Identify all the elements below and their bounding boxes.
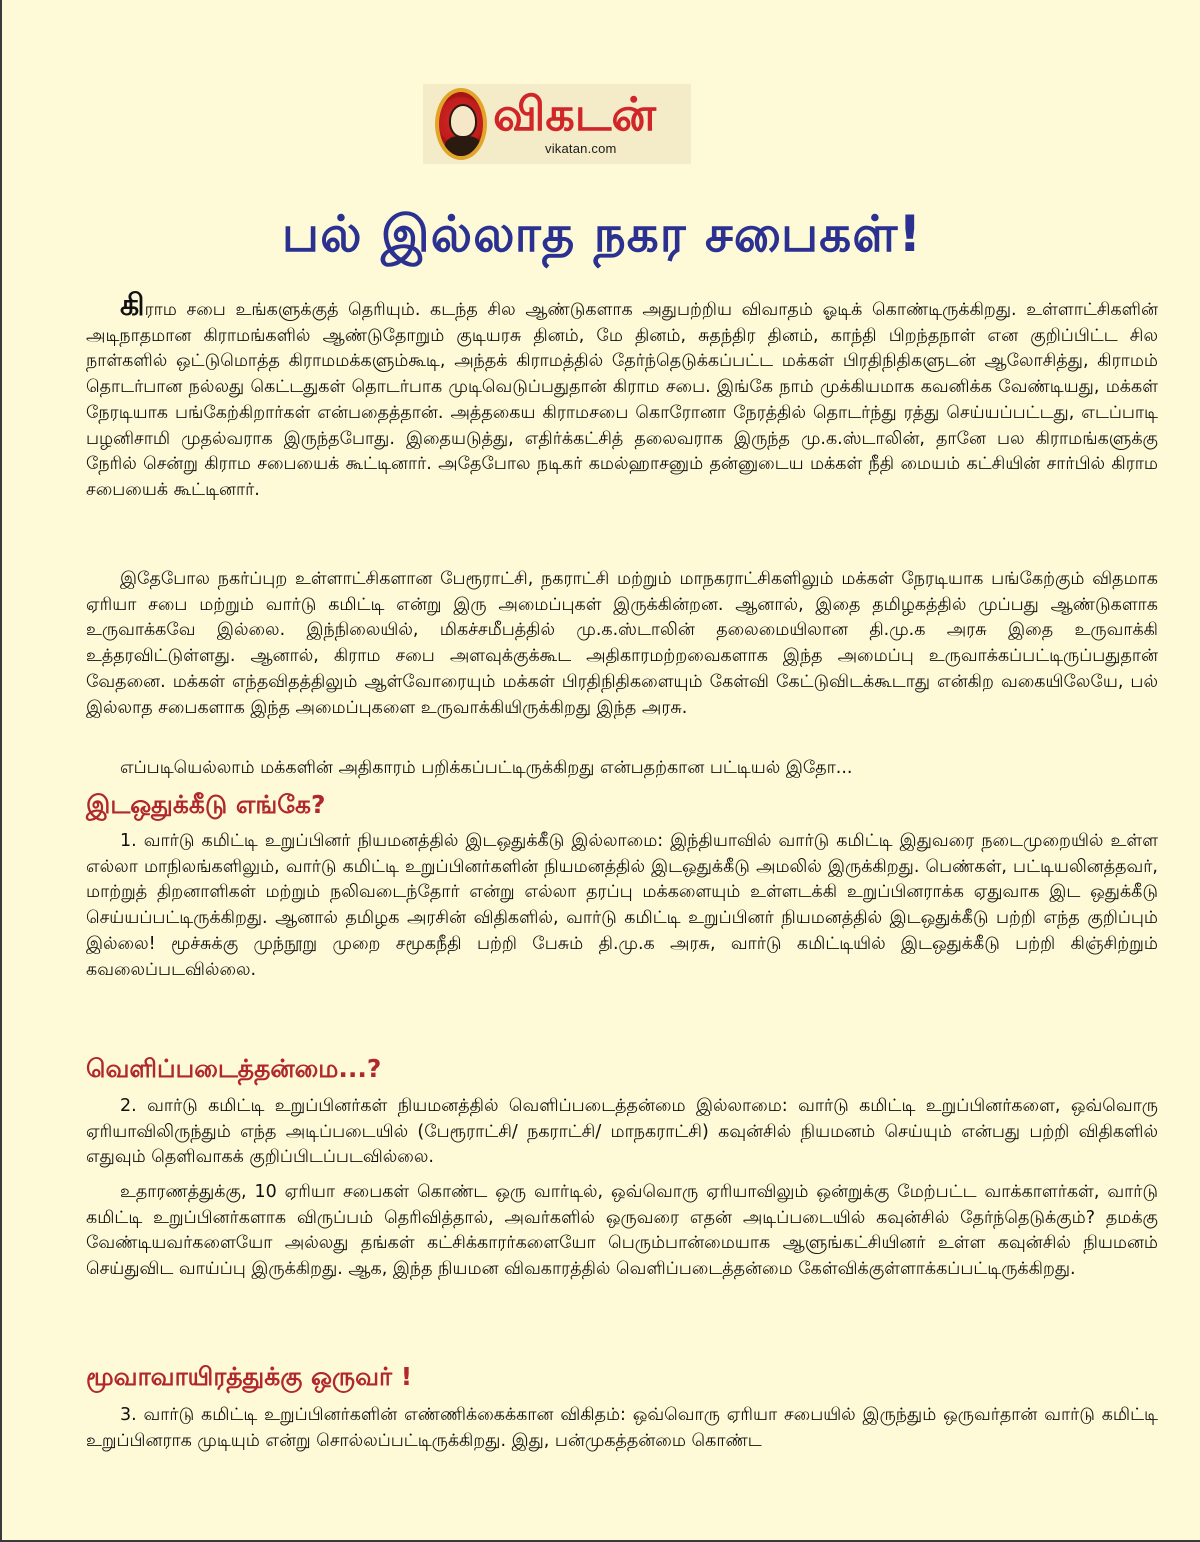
logo-wordmark: விகடன் [493,87,656,141]
section-2-paragraph-1: 2. வார்டு கமிட்டி உறுப்பினர்கள் நியமனத்தில் வெளிப்படைத்தன்மை இல்லாமை: வார்டு கமிட்டி உறுப்பினர்களை, ஒவ்வொரு ஏரியாவிலிருந்தும் எந்த அடிப்படையில் (பேரூராட்சி/ நகராட்சி/ மாநகராட்சி) கவுன்சில் நியமனம் செய்யும் என்பது பற்றி விதிகளில் எதுவும் தெளிவாகக் குறிப்பிடப்படவில்லை. [86,1096,1158,1168]
section-heading-reservation: இடஒதுக்கீடு எங்கே? [86,790,326,819]
mascot-body-icon [445,136,481,158]
section-heading-transparency: வெளிப்படைத்தன்மை...? [86,1054,382,1083]
vikatan-logo [423,84,691,164]
logo-url-text: vikatan.com [545,141,617,156]
section-heading-one-per-three-thousand: மூவாவாயிரத்துக்கு ஒருவர் ! [86,1362,413,1391]
section-2-paragraph-2: உதாரணத்துக்கு, 10 ஏரியா சபைகள் கொண்ட ஒரு வார்டில், ஒவ்வொரு ஏரியாவிலும் ஒன்றுக்கு மேற்பட்ட வாக்காளர்கள், வார்டு கமிட்டி உறுப்பினர்களாக விருப்பம் தெரிவித்தால், அவர்களில் ஒருவரை எதன் அடிப்படையில் கவுன்சில் தேர்ந்தெடுக்கும்? தமக்கு வேண்டியவர்களையோ அல்லது தங்கள் கட்சிக்காரர்களையோ பெரும்பான்மையாக ஆளுங்கட்சியினர் உள்ள கவுன்சில் நியமனம் செய்துவிட வாய்ப்பு இருக்கிறது. ஆக, இந்த நியமன விவகாரத்தில் வெளிப்படைத்தன்மை கேள்விக்குள்ளாக்கப்பட்டிருக்கிறது. [86,1182,1158,1280]
intro-paragraph-2: இதேபோல நகர்ப்புற உள்ளாட்சிகளான பேரூராட்சி, நகராட்சி மற்றும் மாநகராட்சிகளிலும் மக்கள் நேரடியாக பங்கேற்கும் விதமாக ஏரியா சபை மற்றும் வார்டு கமிட்டி என்று இரு அமைப்புகள் இருக்கின்றன. ஆனால், இதை தமிழகத்தில் முப்பது ஆண்டுகளாக உருவாக்கவே இல்லை. இந்நிலையில், மிகச்சமீபத்தில் மு.க.ஸ்டாலின் தலைமையிலான தி.மு.க அரசு இதை உருவாக்கி உத்தரவிட்டுள்ளது. ஆனால், கிராம சபை அளவுக்குக்கூட அதிகாரமற்றவைகளாக இந்த அமைப்பு உருவாக்கப்பட்டிருப்பதுதான் வேதனை. மக்கள் எந்தவிதத்திலும் ஆள்வோரையும் மக்கள் பிரதிநிதிகளையும் கேள்வி கேட்டுவிடக்கூடாது என்கிற வகையிலேயே, பல் இல்லாத சபைகளாக இந்த அமைப்புகளை உருவாக்கியிருக்கிறது இந்த அரசு. [86,569,1158,718]
article-title: பல் இல்லாத நகர சபைகள்! [281,205,923,263]
mascot-emblem-icon [435,88,487,160]
mascot-face-icon [449,104,477,138]
dropcap: கி [120,288,145,323]
intro-paragraph-3: எப்படியெல்லாம் மக்களின் அதிகாரம் பறிக்கப்பட்டிருக்கிறது என்பதற்கான பட்டியல் இதோ... [120,758,853,778]
intro-paragraph-1-text: ராம சபை உங்களுக்குத் தெரியும். கடந்த சில ஆண்டுகளாக அதுபற்றிய விவாதம் ஓடிக் கொண்டிருக்கிறது. உள்ளாட்சிகளின் அடிநாதமான கிராமங்களில் ஆண்டுதோறும் குடியரசு தினம், மே தினம், சுதந்திர தினம், காந்தி பிறந்தநாள் என குறிப்பிட்ட சில நாள்களில் ஒட்டுமொத்த கிராமமக்களும்கூடி, அந்தக் கிராமத்தில் தேர்ந்தெடுக்கப்பட்ட மக்கள் பிரதிநிதிகளுடன் ஆலோசித்து, கிராமம் தொடர்பான நல்லது கெட்டதுகள் தொடர்பாக முடிவெடுப்பதுதான் கிராம சபை. இங்கே நாம் முக்கியமாக கவனிக்க வேண்டியது, மக்கள் நேரடியாக பங்கேற்கிறார்கள் என்பதைத்தான். அத்தகைய கிராமசபை கொரோனா நேரத்தில் தொடர்ந்து ரத்து செய்யப்பட்டது, எடப்பாடி பழனிசாமி முதல்வராக இருந்தபோது. இதையடுத்து, எதிர்க்கட்சித் தலைவராக இருந்த மு.க.ஸ்டாலின், தானே பல கிராமங்களுக்கு நேரில் சென்று கிராம சபையைக் கூட்டினார். அதேபோல நடிகர் கமல்ஹாசனும் தன்னுடைய மக்கள் நீதி மையம் கட்சியின் சார்பில் கிராம சபையைக் கூட்டினார். [86,300,1158,500]
intro-paragraph-1 [86,288,1158,504]
section-1-paragraph-1: 1. வார்டு கமிட்டி உறுப்பினர் நியமனத்தில் இடஒதுக்கீடு இல்லாமை: இந்தியாவில் வார்டு கமிட்டி இதுவரை நடைமுறையில் உள்ள எல்லா மாநிலங்களிலும், வார்டு கமிட்டி உறுப்பினர்களின் நியமனத்தில் இடஒதுக்கீடு அமலில் இருக்கிறது. பெண்கள், பட்டியலினத்தவர், மாற்றுத் திறனாளிகள் மற்றும் நலிவடைந்தோர் என்று எல்லா தரப்பு மக்களையும் உள்ளடக்கி உறுப்பினராக்க ஏதுவாக இட ஒதுக்கீடு செய்யப்பட்டிருக்கிறது. ஆனால் தமிழக அரசின் விதிகளில், வார்டு கமிட்டி உறுப்பினர் நியமனத்தில் இடஒதுக்கீடு பற்றி எந்த குறிப்பும் இல்லை! மூச்சுக்கு முந்நூறு முறை சமூகநீதி பற்றி பேசும் தி.மு.க அரசு, வார்டு கமிட்டியில் இடஒதுக்கீடு பற்றி கிஞ்சிற்றும் கவலைப்படவில்லை. [86,831,1158,980]
section-3-paragraph-1: 3. வார்டு கமிட்டி உறுப்பினர்களின் எண்ணிக்கைக்கான விகிதம்: ஒவ்வொரு ஏரியா சபையில் இருந்தும் ஒருவர்தான் வார்டு கமிட்டி உறுப்பினராக முடியும் என்று சொல்லப்பட்டிருக்கிறது. இது, பன்முகத்தன்மை கொண்ட [86,1405,1158,1451]
